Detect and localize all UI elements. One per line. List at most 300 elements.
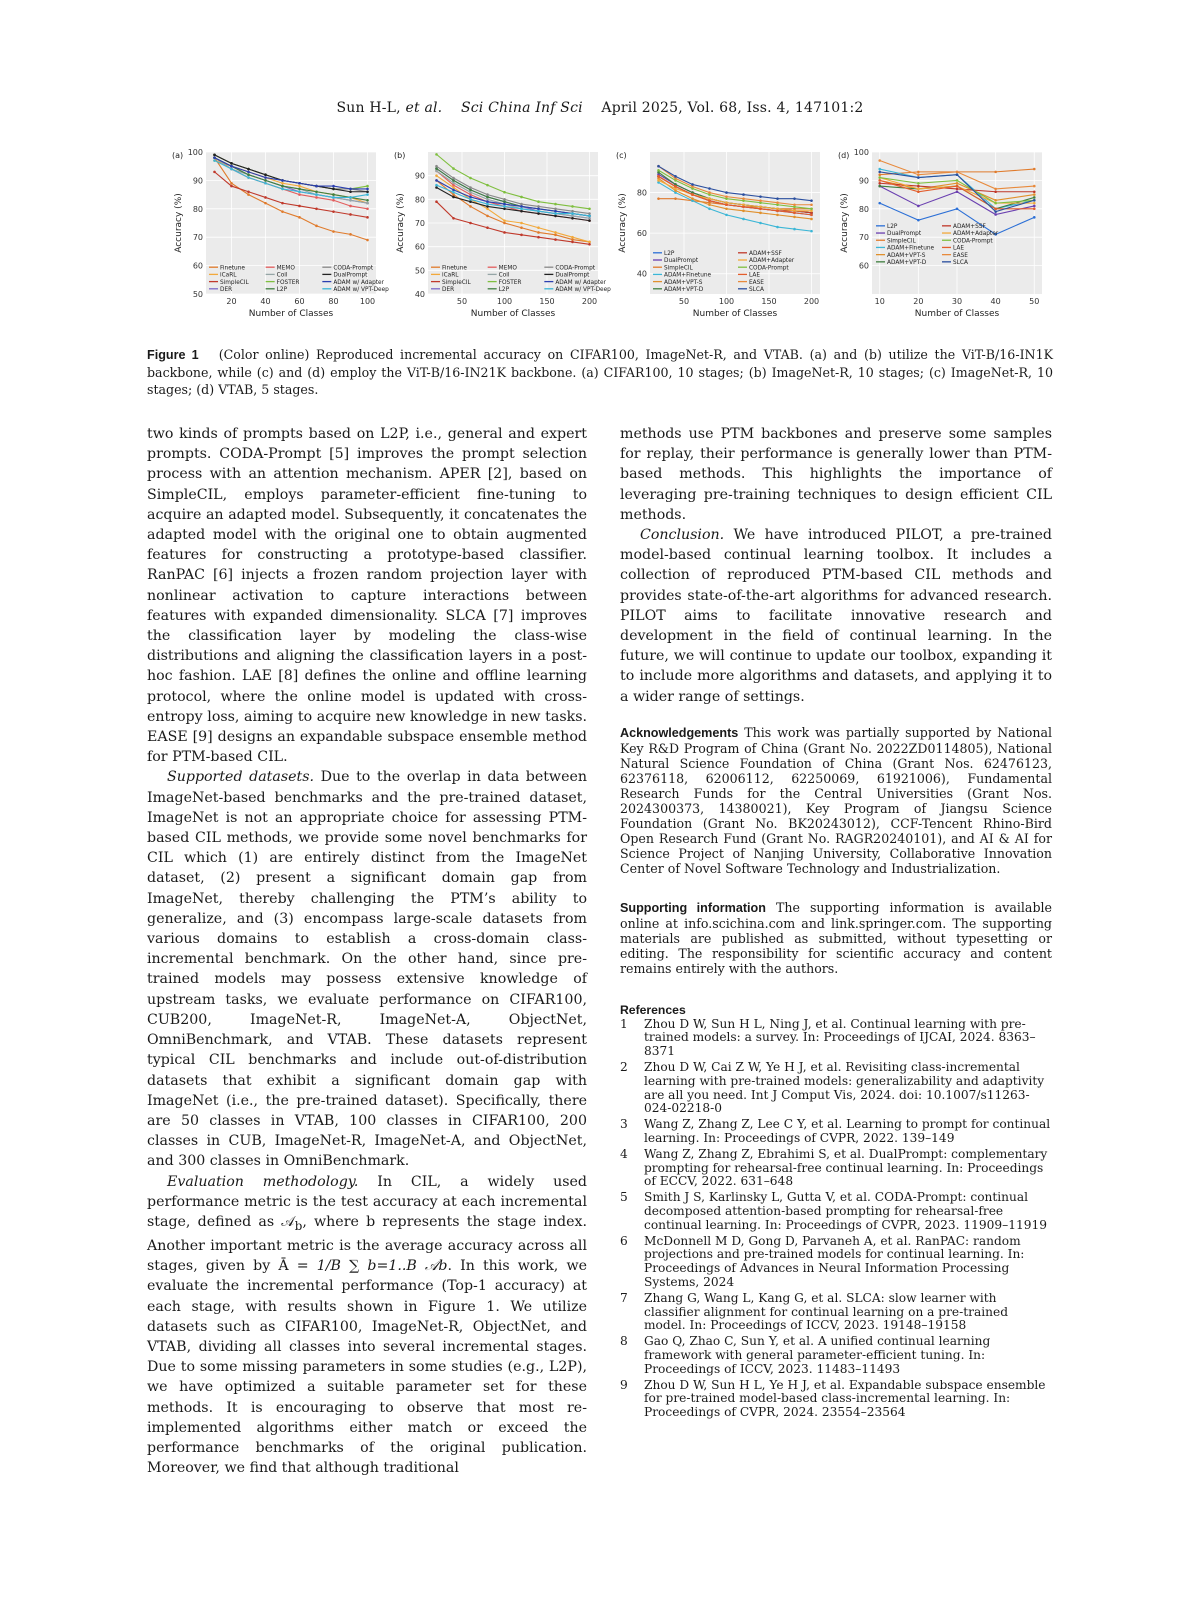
evaluation-sub: b <box>294 1218 303 1233</box>
data-point <box>588 212 591 215</box>
references-list <box>620 1018 1052 1420</box>
data-point <box>230 182 233 185</box>
data-point <box>537 231 540 234</box>
data-point <box>708 199 711 202</box>
data-point <box>315 193 318 196</box>
data-point <box>230 185 233 188</box>
data-point <box>486 208 489 211</box>
data-point <box>520 203 523 206</box>
data-point <box>486 200 489 203</box>
x-axis-label: Number of Classes <box>470 309 556 319</box>
x-tick-label: 50 <box>456 297 468 306</box>
legend-label: FOSTER <box>276 279 300 286</box>
conclusion-heading: Conclusion. <box>640 527 725 544</box>
header-etal: et al. <box>405 100 443 116</box>
y-tick-label: 70 <box>858 233 869 243</box>
data-point <box>878 202 881 205</box>
data-point <box>247 190 250 193</box>
data-point <box>571 238 574 241</box>
data-point <box>281 182 284 185</box>
data-point <box>349 233 352 236</box>
data-point <box>776 214 779 217</box>
data-point <box>230 168 233 171</box>
legend-label: DER <box>220 287 233 293</box>
data-point <box>588 208 591 211</box>
data-point <box>247 193 250 196</box>
evaluation-text-c: . In this work, we evaluate the incremental performance (Top-1 accuracy) at each stage, with results shown in Figure 1. We utilize datasets such as CIFAR100, ImageNet-R, ObjectNet, and VTAB, dividing all classes into several incremental stages. Due to some missing parameters in some studies (e.g., L2P), we have optimized a suitable parameter set for these methods. It is encouraging to observe that most re-implemented algorithms either match or exceed the performance benchmarks of the original publication. Moreover, we find that although traditional <box>147 1258 587 1477</box>
header-journal: Sci China Inf Sci <box>460 100 583 116</box>
panel-label: (c) <box>616 151 627 160</box>
data-point <box>332 230 335 233</box>
header-authors: Sun H-L, <box>336 100 401 116</box>
data-point <box>571 236 574 239</box>
data-point <box>469 186 472 189</box>
data-point <box>878 168 881 171</box>
data-point <box>994 213 997 216</box>
data-point <box>332 185 335 188</box>
legend-label: ADAM+SSF <box>749 251 782 257</box>
data-point <box>452 186 455 189</box>
data-point <box>264 176 267 179</box>
data-point <box>469 189 472 192</box>
data-point <box>264 179 267 182</box>
x-tick-label: 50 <box>678 297 690 306</box>
data-point <box>725 203 728 206</box>
legend-label: ADAM+VPT-D <box>664 287 704 293</box>
data-point <box>469 193 472 196</box>
y-tick-label: 40 <box>414 290 425 299</box>
x-tick-label: 200 <box>581 297 598 306</box>
data-point <box>503 231 506 234</box>
y-tick-label: 90 <box>414 171 425 181</box>
data-point <box>298 193 301 196</box>
supporting-information <box>620 900 1052 976</box>
data-point <box>588 243 591 246</box>
y-tick-label: 80 <box>858 204 869 214</box>
legend-label: DER <box>442 287 455 293</box>
data-point <box>332 199 335 202</box>
data-point <box>469 205 472 208</box>
left-paragraph-3 <box>147 1172 587 1479</box>
data-point <box>708 187 711 190</box>
data-point <box>469 196 472 199</box>
legend-label: SLCA <box>953 260 968 267</box>
caption-label: Figure 1 <box>147 348 199 362</box>
data-point <box>349 188 352 191</box>
data-point <box>1033 216 1036 219</box>
data-point <box>554 203 557 206</box>
legend-label: DualPrompt <box>887 231 922 238</box>
data-point <box>332 193 335 196</box>
right-paragraph-2 <box>620 525 1052 707</box>
datasets-heading: Supported datasets. <box>167 769 314 786</box>
reference-item <box>620 1118 1052 1146</box>
reference-number: 6 <box>620 1233 628 1248</box>
left-column <box>147 424 587 1478</box>
reference-number: 4 <box>620 1146 628 1161</box>
legend-label: EASE <box>953 252 968 259</box>
data-point <box>264 173 267 176</box>
x-tick-label: 30 <box>951 297 963 306</box>
data-point <box>281 185 284 188</box>
data-point <box>435 153 438 156</box>
data-point <box>793 197 796 200</box>
legend-label: DualPrompt <box>555 272 590 279</box>
data-point <box>332 188 335 191</box>
data-point <box>956 190 959 193</box>
data-point <box>469 177 472 180</box>
left-paragraph-2 <box>147 767 587 1171</box>
data-point <box>742 210 745 213</box>
data-point <box>691 197 694 200</box>
x-tick-label: 200 <box>803 297 820 306</box>
x-tick-label: 100 <box>496 297 513 306</box>
legend-label: EASE <box>749 279 764 286</box>
data-point <box>520 234 523 237</box>
data-point <box>366 193 369 196</box>
legend-label: FOSTER <box>498 279 522 286</box>
data-point <box>435 200 438 203</box>
data-point <box>956 182 959 185</box>
y-tick-label: 60 <box>858 261 869 271</box>
data-point <box>281 210 284 213</box>
data-point <box>994 208 997 211</box>
data-point <box>810 199 813 202</box>
data-point <box>349 205 352 208</box>
reference-number: 9 <box>620 1377 628 1392</box>
y-tick-label: 80 <box>636 188 647 198</box>
data-point <box>452 217 455 220</box>
data-point <box>554 231 557 234</box>
legend-label: DualPrompt <box>664 258 699 265</box>
data-point <box>657 165 660 168</box>
y-tick-label: 60 <box>636 229 647 239</box>
data-point <box>520 196 523 199</box>
x-tick-label: 60 <box>294 297 305 306</box>
data-point <box>349 196 352 199</box>
data-point <box>691 183 694 186</box>
data-point <box>332 210 335 213</box>
data-point <box>264 202 267 205</box>
data-point <box>247 168 250 171</box>
data-point <box>452 196 455 199</box>
x-tick-label: 10 <box>874 297 885 306</box>
references <box>620 1004 1052 1420</box>
legend-label: ADAM w/ Adapter <box>333 279 385 286</box>
legend-label: ADAM w/ VPT-Deep <box>333 287 389 293</box>
y-tick-label: 70 <box>192 233 203 243</box>
data-point <box>956 208 959 211</box>
data-point <box>725 208 728 211</box>
y-axis-label: Accuracy (%) <box>396 193 406 253</box>
acknowledgements <box>620 725 1052 876</box>
data-point <box>725 191 728 194</box>
data-point <box>298 190 301 193</box>
reference-text: Zhang G, Wang L, Kang G, et al. SLCA: slow learner with classifier alignment for continual learning on a pre-trained model. In: Proceedings of ICCV, 2023. 19148–19158 <box>644 1290 1009 1333</box>
x-tick-label: 40 <box>990 297 1001 306</box>
data-point <box>793 228 796 231</box>
data-point <box>247 176 250 179</box>
reference-item <box>620 1292 1052 1333</box>
data-point <box>956 185 959 188</box>
data-point <box>486 215 489 218</box>
reference-item <box>620 1235 1052 1290</box>
chart-a-svg <box>170 148 389 326</box>
data-point <box>554 215 557 218</box>
data-point <box>759 212 762 215</box>
data-point <box>486 184 489 187</box>
data-point <box>994 171 997 174</box>
data-point <box>878 182 881 185</box>
data-point <box>264 196 267 199</box>
legend-label: Coil <box>498 272 510 279</box>
data-point <box>917 185 920 188</box>
data-point <box>452 181 455 184</box>
data-point <box>452 167 455 170</box>
average-accuracy-formula: 1/B ∑ b=1..B 𝒜b <box>316 1258 448 1275</box>
data-point <box>435 167 438 170</box>
chart-panel-d <box>836 148 1049 326</box>
data-point <box>503 191 506 194</box>
x-tick-label: 150 <box>761 297 777 306</box>
data-point <box>247 171 250 174</box>
reference-item <box>620 1061 1052 1116</box>
legend-label: ADAM w/ VPT-Deep <box>555 287 611 293</box>
data-point <box>691 193 694 196</box>
data-point <box>588 215 591 218</box>
data-point <box>956 171 959 174</box>
data-point <box>213 156 216 159</box>
data-point <box>520 226 523 229</box>
legend-label: ADAM+Adapter <box>749 258 795 265</box>
y-axis-label: Accuracy (%) <box>840 193 850 253</box>
data-point <box>725 195 728 198</box>
data-point <box>759 208 762 211</box>
reference-number: 3 <box>620 1117 628 1132</box>
data-point <box>776 226 779 229</box>
legend-label: CODA-Prompt <box>749 265 789 272</box>
data-point <box>452 177 455 180</box>
figure-caption <box>147 346 1053 398</box>
y-tick-label: 50 <box>414 266 425 276</box>
data-point <box>810 230 813 233</box>
data-point <box>1033 199 1036 202</box>
data-point <box>657 197 660 200</box>
data-point <box>571 205 574 208</box>
reference-number: 7 <box>620 1290 628 1305</box>
data-point <box>776 201 779 204</box>
data-point <box>537 208 540 211</box>
data-point <box>571 217 574 220</box>
reference-number: 2 <box>620 1060 628 1075</box>
data-point <box>366 216 369 219</box>
legend-label: L2P <box>887 224 898 231</box>
data-point <box>452 193 455 196</box>
legend-label: CODA-Prompt <box>953 238 993 245</box>
data-point <box>315 208 318 211</box>
data-point <box>537 200 540 203</box>
ack-text: This work was partially supported by National Key R&D Program of China (Grant No. 2022ZD0114805), National Natural Science Foundation of China (Grant Nos. 62476123, 62376118, 62006112, 62250069, 61921006), Fundamental Research Funds for the Central Universities (Grant Nos. 2024300373, 14380021), Key Program of Jiangsu Science Foundation (Grant No. BK20243012), CCF-Tencent Rhino-Bird Open Research Fund (Grant No. RAGR20240101), and AI & AI for Science Project of Nanjing University, Collaborative Innovation Center of Novel Software Technology and Industrialization. <box>620 724 1052 876</box>
data-point <box>571 215 574 218</box>
data-point <box>213 171 216 174</box>
data-point <box>520 222 523 225</box>
data-point <box>878 159 881 162</box>
data-point <box>435 184 438 187</box>
data-point <box>571 212 574 215</box>
data-point <box>917 190 920 193</box>
evaluation-heading: Evaluation methodology. <box>167 1173 359 1190</box>
data-point <box>994 202 997 205</box>
data-point <box>537 226 540 229</box>
data-point <box>486 203 489 206</box>
legend-label: Finetune <box>220 265 245 272</box>
data-point <box>878 179 881 182</box>
data-point <box>520 210 523 213</box>
data-point <box>213 154 216 157</box>
data-point <box>315 196 318 199</box>
data-point <box>469 222 472 225</box>
data-point <box>349 199 352 202</box>
reference-text: Zhou D W, Sun H L, Ning J, et al. Continual learning with pre-trained models: a survey. In: Proceedings of IJCAI, 2024. 8363–8371 <box>644 1016 1036 1059</box>
data-point <box>793 216 796 219</box>
data-point <box>917 176 920 179</box>
data-point <box>571 241 574 244</box>
data-point <box>878 185 881 188</box>
data-point <box>571 210 574 213</box>
data-point <box>469 198 472 201</box>
x-tick-label: 150 <box>539 297 555 306</box>
legend-label: MEMO <box>276 265 295 272</box>
conclusion-text: We have introduced PILOT, a pre-trained model-based continual learning toolbox. It includes a collection of reproduced PTM-based CIL methods and provides state-of-the-art algorithms for advanced research. PILOT aims to facilitate innovative research and development in the field of continual learning. In the future, we will continue to update our toolbox, expanding it to include more algorithms and datasets, and applying it to a wider range of settings. <box>620 527 1052 705</box>
data-point <box>503 205 506 208</box>
data-point <box>366 239 369 242</box>
y-tick-label: 40 <box>636 269 647 279</box>
data-point <box>878 176 881 179</box>
data-point <box>994 190 997 193</box>
reference-number: 1 <box>620 1016 628 1031</box>
y-tick-label: 100 <box>187 148 203 157</box>
y-tick-label: 90 <box>858 176 869 186</box>
ack-title: Acknowledgements <box>620 725 739 740</box>
data-point <box>298 185 301 188</box>
data-point <box>366 190 369 193</box>
data-point <box>537 210 540 213</box>
x-tick-label: 20 <box>913 297 924 306</box>
data-point <box>1033 168 1036 171</box>
data-point <box>1033 196 1036 199</box>
data-point <box>452 189 455 192</box>
y-tick-label: 80 <box>414 195 425 205</box>
data-point <box>281 188 284 191</box>
x-tick-label: 100 <box>718 297 735 306</box>
sup-text: The supporting information is available online at info.scichina.com and link.springer.com. The supporting materials are published as submitted, without typesetting or editing. The responsibility for scientific accuracy and content remains entirely with the authors. <box>620 899 1052 976</box>
x-tick-label: 50 <box>1029 297 1040 306</box>
reference-item <box>620 1335 1052 1376</box>
data-point <box>917 171 920 174</box>
data-point <box>994 188 997 191</box>
reference-item <box>620 1018 1052 1059</box>
data-point <box>554 210 557 213</box>
data-point <box>708 191 711 194</box>
legend-label: MEMO <box>498 265 517 272</box>
data-point <box>213 159 216 162</box>
data-point <box>503 219 506 222</box>
reference-text: Zhou D W, Sun H L, Ye H J, et al. Expandable subspace ensemble for pre-trained model-based class-incremental learning. In: Proceedings of CVPR, 2024. 23554–23564 <box>644 1377 1046 1420</box>
legend-label: ADAM+SSF <box>953 224 986 231</box>
data-point <box>657 179 660 182</box>
figure-1 <box>170 148 1050 326</box>
y-tick-label: 100 <box>853 148 869 157</box>
data-point <box>486 205 489 208</box>
data-point <box>503 222 506 225</box>
y-tick-label: 60 <box>192 261 203 271</box>
data-point <box>742 197 745 200</box>
data-point <box>230 162 233 165</box>
data-point <box>810 203 813 206</box>
panel-label: (d) <box>838 151 850 160</box>
data-point <box>486 193 489 196</box>
legend-label: ADAM+VPT-D <box>887 260 927 267</box>
data-point <box>759 195 762 198</box>
data-point <box>878 173 881 176</box>
data-point <box>537 236 540 239</box>
references-title: References <box>620 1002 686 1017</box>
data-point <box>435 165 438 168</box>
data-point <box>469 200 472 203</box>
legend-label: Finetune <box>442 265 467 272</box>
legend-label: ADAM+VPT-S <box>887 252 926 259</box>
chart-panel-a <box>170 148 389 326</box>
data-point <box>435 174 438 177</box>
data-point <box>469 191 472 194</box>
data-point <box>435 179 438 182</box>
data-point <box>956 188 959 191</box>
data-point <box>1033 193 1036 196</box>
data-point <box>793 212 796 215</box>
y-tick-label: 80 <box>192 204 203 214</box>
data-point <box>1033 205 1036 208</box>
chart-d-svg <box>836 148 1049 326</box>
reference-number: 5 <box>620 1190 628 1205</box>
datasets-text: Due to the overlap in data between ImageNet-based benchmarks and the pre-trained dataset, ImageNet is not an appropriate choice for assessing PTM-based CIL methods, we provide some novel benchmarks for CIL which (1) are entirely distinct from the ImageNet dataset, (2) present a significant domain gap from ImageNet, thereby challenging the PTM’s ability to generalize, and (3) encompass large-scale datasets from various domains to establish a cross-domain class-incremental benchmark. On the other hand, since pre-trained models may possess extensive knowledge of upstream tasks, we evaluate performance on CIFAR100, CUB200, ImageNet-R, ImageNet-A, ObjectNet, OmniBenchmark, and VTAB. These datasets represent typical CIL benchmarks and include out-of-distribution datasets that exhibit a significant domain gap with ImageNet (i.e., the pre-trained dataset). Specifically, there are 50 classes in VTAB, 100 classes in CIFAR100, 200 classes in CUB, ImageNet-R, ImageNet-A, and ObjectNet, and 300 classes in OmniBenchmark. <box>147 769 587 1170</box>
caption-text: (Color online) Reproduced incremental accuracy on CIFAR100, ImageNet-R, and VTAB. (a) and (b) utilize the ViT-B/16-IN1K backbone, while (c) and (d) employ the ViT-B/16-IN21K backbone. (a) CIFAR100, 10 stages; (b) ImageNet-R, 10 stages; (c) ImageNet-R, 10 stages; (d) VTAB, 5 stages. <box>147 347 1053 397</box>
y-axis-label: Accuracy (%) <box>618 193 628 253</box>
legend-label: SimpleCIL <box>887 238 916 245</box>
chart-b-svg <box>392 148 611 326</box>
legend-label: Coil <box>276 272 288 279</box>
data-point <box>503 200 506 203</box>
data-point <box>349 190 352 193</box>
right-paragraph-1: methods use PTM backbones and preserve some samples for replay, their performance is generally lower than PTM-based methods. This highlights the importance of leveraging pre-training techniques to design efficient CIL methods. <box>620 426 1052 523</box>
data-point <box>264 182 267 185</box>
data-point <box>917 205 920 208</box>
reference-item <box>620 1379 1052 1420</box>
data-point <box>878 171 881 174</box>
legend-label: CODA-Prompt <box>333 265 374 272</box>
reference-item <box>620 1148 1052 1189</box>
reference-number: 8 <box>620 1334 628 1349</box>
data-point <box>435 170 438 173</box>
data-point <box>332 196 335 199</box>
reference-text: McDonnell M D, Gong D, Parvaneh A, et al. RanPAC: random projections and pre-trained models for continual learning. In: Proceedings of Advances in Neural Information Processing Systems, 2024 <box>644 1233 1025 1289</box>
data-point <box>554 208 557 211</box>
data-point <box>503 203 506 206</box>
data-point <box>742 218 745 221</box>
legend-label: DualPrompt <box>333 272 368 279</box>
y-tick-label: 50 <box>192 290 203 299</box>
data-point <box>994 210 997 213</box>
data-point <box>917 219 920 222</box>
